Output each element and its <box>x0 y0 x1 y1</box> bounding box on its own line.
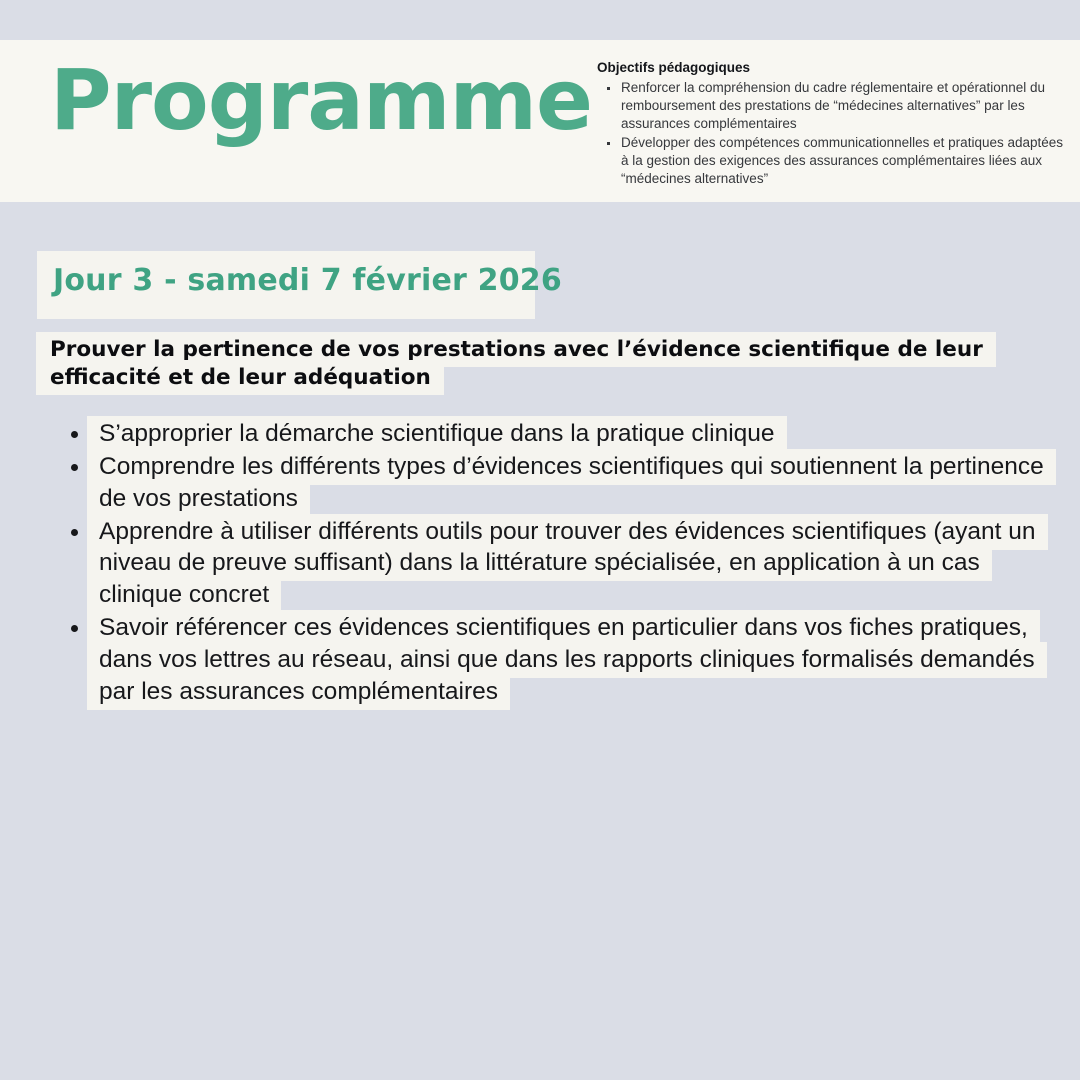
page-title: Programme <box>50 51 592 149</box>
section-bullet-list <box>66 418 1066 709</box>
list-item-text: S’approprier la démarche scientifique dans la pratique clinique <box>95 416 779 452</box>
list-item-text: Apprendre à utiliser différents outils pour trouver des évidences scientifiques (ayant un niveau de preuve suffisant) dans la littérature spécialisée, en application à un cas clinique concret <box>95 514 1040 614</box>
section-subtitle <box>43 336 1080 393</box>
list-item <box>66 451 1066 515</box>
day-heading: Jour 3 - samedi 7 février 2026 <box>53 263 562 298</box>
section-subtitle-text: Prouver la pertinence de vos prestations avec l’évidence scientifique de leur efficacité et de leur adéquation <box>43 332 989 395</box>
objectives-block <box>597 58 1067 189</box>
objectives-list-item: Développer des compétences communicationnelles et pratiques adaptées à la gestion des exigences des assurances complémentaires liées aux “médecines alternatives” <box>597 134 1067 188</box>
list-item <box>66 418 1066 450</box>
objectives-list-item: Renforcer la compréhension du cadre réglementaire et opérationnel du remboursement des prestations de “médecines alternatives” par les assurances complémentaires <box>597 79 1067 133</box>
list-item <box>66 516 1066 612</box>
list-item-text: Comprendre les différents types d’évidences scientifiques qui soutiennent la pertinence de vos prestations <box>95 449 1048 517</box>
list-item-text: Savoir référencer ces évidences scientifiques en particulier dans vos fiches pratiques, dans vos lettres au réseau, ainsi que dans les rapports cliniques formalisés demandés par les assurances complémentaires <box>95 610 1039 710</box>
objectives-list <box>597 79 1067 188</box>
objectives-heading: Objectifs pédagogiques <box>597 60 751 75</box>
list-item <box>66 612 1066 708</box>
